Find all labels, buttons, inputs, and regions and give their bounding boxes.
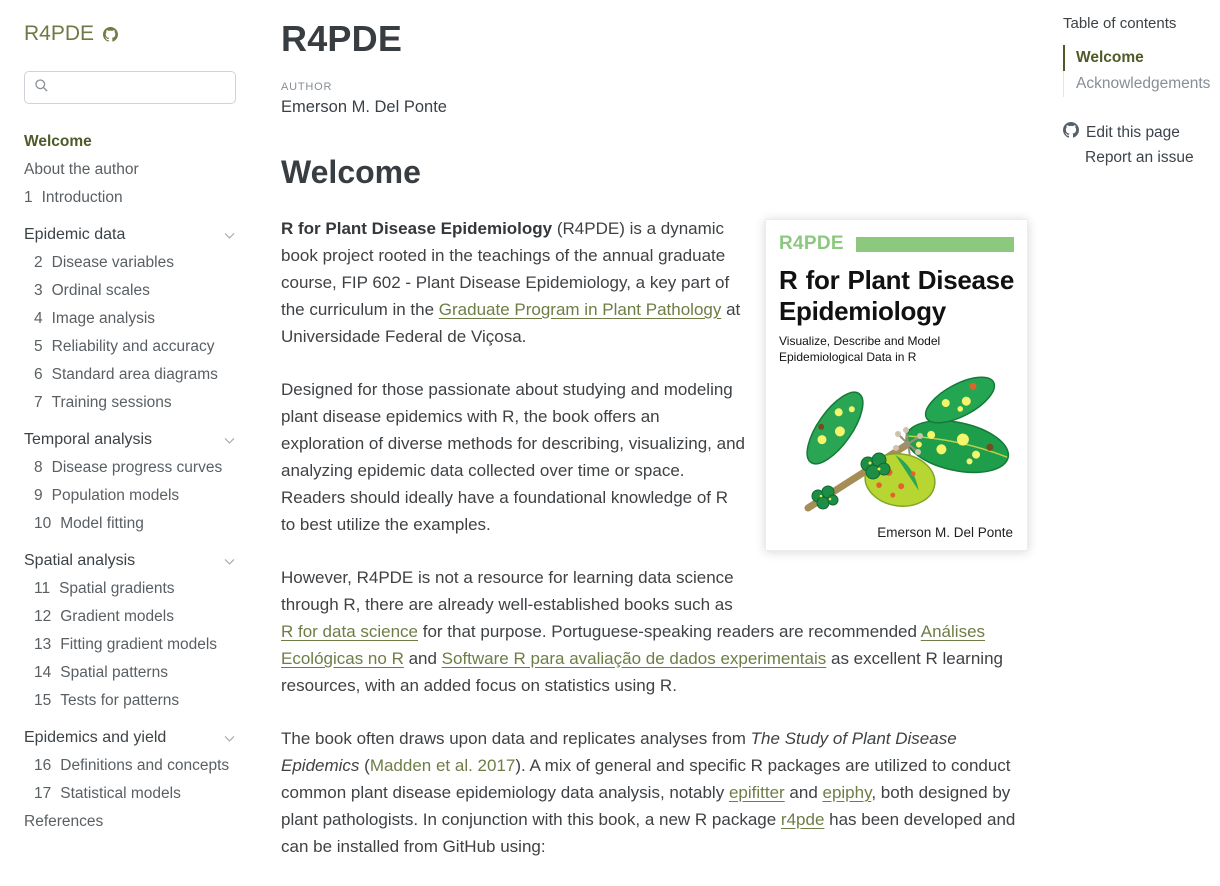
sidebar-item-label: Spatial gradients — [59, 580, 175, 597]
sidebar-item-spatial-patterns[interactable] — [24, 659, 236, 687]
text-segment: The book often draws upon data and replicates analyses from — [281, 729, 751, 748]
search-box[interactable] — [24, 71, 236, 104]
chapter-number: 3 — [34, 282, 43, 299]
text-segment: However, R4PDE is not a resource for learning data science through R, there are already well-established books such as — [281, 568, 734, 614]
inline-link-graduate-program-in-plant-pathology[interactable]: Graduate Program in Plant Pathology — [438, 300, 722, 319]
paragraph-3 — [281, 564, 1028, 699]
sidebar-item-label: Image analysis — [51, 310, 156, 327]
sidebar-item-label: Standard area diagrams — [51, 366, 218, 383]
toc-item-acknowledgements[interactable]: Acknowledgements — [1063, 71, 1220, 97]
inline-link-epifitter[interactable]: epifitter — [728, 783, 785, 802]
chapter-number: 11 — [34, 580, 51, 597]
text-segment: and — [784, 783, 823, 802]
sidebar-nav — [24, 128, 236, 836]
sidebar-logo[interactable]: R4PDE — [24, 22, 95, 45]
sidebar-section-epidemics-and-yield[interactable] — [24, 724, 236, 752]
sidebar-item-reliability-and-accuracy[interactable] — [24, 333, 236, 361]
chapter-number: 5 — [34, 338, 43, 355]
inline-link-r4pde[interactable]: r4pde — [780, 810, 825, 829]
chapter-number: 12 — [34, 608, 52, 625]
sidebar-item-population-models[interactable] — [24, 482, 236, 510]
sidebar-section-label: Spatial analysis — [24, 552, 136, 569]
sidebar-item-label: Gradient models — [60, 608, 174, 625]
sidebar-item-label: Welcome — [24, 133, 92, 150]
sidebar-item-label: Statistical models — [60, 785, 181, 802]
sidebar-item-label: Reliability and accuracy — [51, 338, 215, 355]
chapter-number: 8 — [34, 459, 43, 476]
search-icon — [34, 78, 49, 98]
text-segment: ). A mix of general and specific R packages are utilized to conduct common plant disease epidemiology data analysis, notably — [281, 756, 1011, 802]
sidebar-item-label: References — [24, 813, 104, 830]
cover-title: R for Plant Disease Epidemiology — [779, 265, 1014, 326]
chapter-number: 10 — [34, 515, 52, 532]
inline-link-epiphy[interactable]: epiphy — [822, 783, 872, 802]
text-segment: and — [403, 649, 442, 668]
author-label: AUTHOR — [281, 81, 333, 93]
cover-green-bar — [856, 237, 1014, 252]
chevron-down-icon[interactable] — [223, 229, 236, 242]
inline-link-software-r-para-avalia-o-de-dados-experimentais[interactable]: Software R para avaliação de dados experimentais — [441, 649, 827, 668]
text-segment: , both designed by plant pathologists. In conjunction with this book, a new R package — [281, 783, 1011, 829]
main-content — [281, 0, 1028, 886]
text-segment: ( — [359, 756, 370, 775]
sidebar-item-definitions-and-concepts[interactable] — [24, 752, 236, 780]
sidebar-item-label: Ordinal scales — [51, 282, 150, 299]
sidebar-item-label: Disease progress curves — [51, 459, 223, 476]
sidebar-item-label: Population models — [51, 487, 180, 504]
sidebar-section-spatial-analysis[interactable] — [24, 547, 236, 575]
chapter-number: 9 — [34, 487, 43, 504]
sidebar-item-gradient-models[interactable] — [24, 603, 236, 631]
inline-link-r-for-data-science[interactable]: R for data science — [281, 622, 419, 641]
citation-link-madden-et-al-2017[interactable]: Madden et al. 2017 — [369, 756, 516, 775]
sidebar-item-label: About the author — [24, 161, 139, 178]
github-icon[interactable] — [103, 27, 118, 42]
chapter-number: 13 — [34, 636, 52, 653]
toc-list — [1063, 45, 1220, 97]
chapter-number: 2 — [34, 254, 43, 271]
sidebar-item-standard-area-diagrams[interactable] — [24, 361, 236, 389]
report-an-issue-link[interactable]: Report an issue — [1085, 149, 1194, 166]
sidebar-item-label: Spatial patterns — [60, 664, 168, 681]
cover-badge: R4PDE — [779, 233, 844, 254]
sidebar-item-label: Training sessions — [51, 394, 172, 411]
sidebar-section-epidemic-data[interactable] — [24, 221, 236, 249]
sidebar-item-statistical-models[interactable] — [24, 780, 236, 808]
sidebar-section-label: Epidemic data — [24, 226, 126, 243]
table-of-contents — [1063, 0, 1220, 170]
sidebar-section-label: Epidemics and yield — [24, 729, 167, 746]
cover-author: Emerson M. Del Ponte — [877, 525, 1013, 540]
sidebar-item-label: Tests for patterns — [60, 692, 180, 709]
text-segment: for that purpose. Portuguese-speaking readers are recommended — [418, 622, 921, 641]
sidebar-section-label: Temporal analysis — [24, 431, 153, 448]
github-icon — [1063, 122, 1079, 143]
sidebar-item-tests-for-patterns[interactable] — [24, 687, 236, 715]
sidebar-item-references[interactable] — [24, 808, 236, 836]
paragraph-4 — [281, 725, 1028, 860]
toc-title: Table of contents — [1063, 15, 1177, 32]
sidebar-logo-row — [24, 22, 236, 46]
sidebar-section-temporal-analysis[interactable] — [24, 426, 236, 454]
text-segment: has been developed and can be installed from GitHub using: — [281, 810, 1016, 856]
cover-plant-illustration — [780, 368, 1015, 523]
text-segment: as excellent R learning resources, with an added focus on statistics using R. — [281, 649, 1003, 695]
sidebar-item-label: Fitting gradient models — [60, 636, 218, 653]
chevron-down-icon[interactable] — [223, 434, 236, 447]
chevron-down-icon[interactable] — [223, 732, 236, 745]
sidebar — [24, 0, 236, 836]
chapter-number: 4 — [34, 310, 43, 327]
chapter-number: 17 — [34, 785, 52, 802]
cover-badge-row — [779, 233, 1014, 255]
chapter-number: 14 — [34, 664, 52, 681]
sidebar-item-label: Disease variables — [51, 254, 174, 271]
search-input[interactable] — [56, 80, 226, 96]
text-segment: Designed for those passionate about studying and modeling plant disease epidemics with R, the book offers an exploration of diverse methods for describing, visualizing, and analyzing epidemic data collected over time or space. Readers should ideally have a foundational knowledge of R to best utilize the examples. — [281, 380, 745, 534]
chevron-down-icon[interactable] — [223, 555, 236, 568]
page-title: R4PDE — [281, 18, 403, 59]
sidebar-item-introduction[interactable] — [24, 184, 236, 212]
sidebar-item-welcome[interactable] — [24, 128, 236, 156]
text-segment: R for Plant Disease Epidemiology — [281, 219, 553, 238]
text-segment: The Study of Plant Disease Epidemics — [281, 729, 957, 775]
chapter-number: 7 — [34, 394, 43, 411]
chapter-number: 15 — [34, 692, 52, 709]
sidebar-item-label: Model fitting — [60, 515, 144, 532]
edit-this-page-link[interactable]: Edit this page — [1063, 119, 1220, 146]
chapter-number: 6 — [34, 366, 43, 383]
sidebar-item-about-the-author[interactable] — [24, 156, 236, 184]
sidebar-item-disease-variables[interactable] — [24, 249, 236, 277]
sidebar-item-spatial-gradients[interactable] — [24, 575, 236, 603]
welcome-heading: Welcome — [281, 154, 421, 190]
sidebar-item-training-sessions[interactable] — [24, 389, 236, 417]
sidebar-item-ordinal-scales[interactable] — [24, 277, 236, 305]
sidebar-item-disease-progress-curves[interactable] — [24, 454, 236, 482]
text-segment: (R4PDE) is a dynamic book project rooted in the teachings of the annual graduate course, FIP 602 - Plant Disease Epidemiology, a key part of the curriculum in the — [281, 219, 730, 319]
chapter-number: 16 — [34, 757, 52, 774]
inline-link-an-lises-ecol-gicas-no-r[interactable]: Análises Ecológicas no R — [281, 622, 986, 668]
text-segment: at Universidade Federal de Viçosa. — [281, 300, 741, 346]
sidebar-item-fitting-gradient-models[interactable] — [24, 631, 236, 659]
sidebar-item-model-fitting[interactable] — [24, 510, 236, 538]
sidebar-item-label: Introduction — [41, 189, 123, 206]
author-name: Emerson M. Del Ponte — [281, 98, 447, 116]
book-cover[interactable] — [765, 219, 1028, 551]
cover-subtitle: Visualize, Describe and Model Epidemiological Data in R — [779, 334, 941, 364]
toc-item-welcome[interactable]: Welcome — [1063, 45, 1220, 71]
sidebar-item-image-analysis[interactable] — [24, 305, 236, 333]
chapter-number: 1 — [24, 189, 33, 206]
sidebar-item-label: Definitions and concepts — [60, 757, 230, 774]
